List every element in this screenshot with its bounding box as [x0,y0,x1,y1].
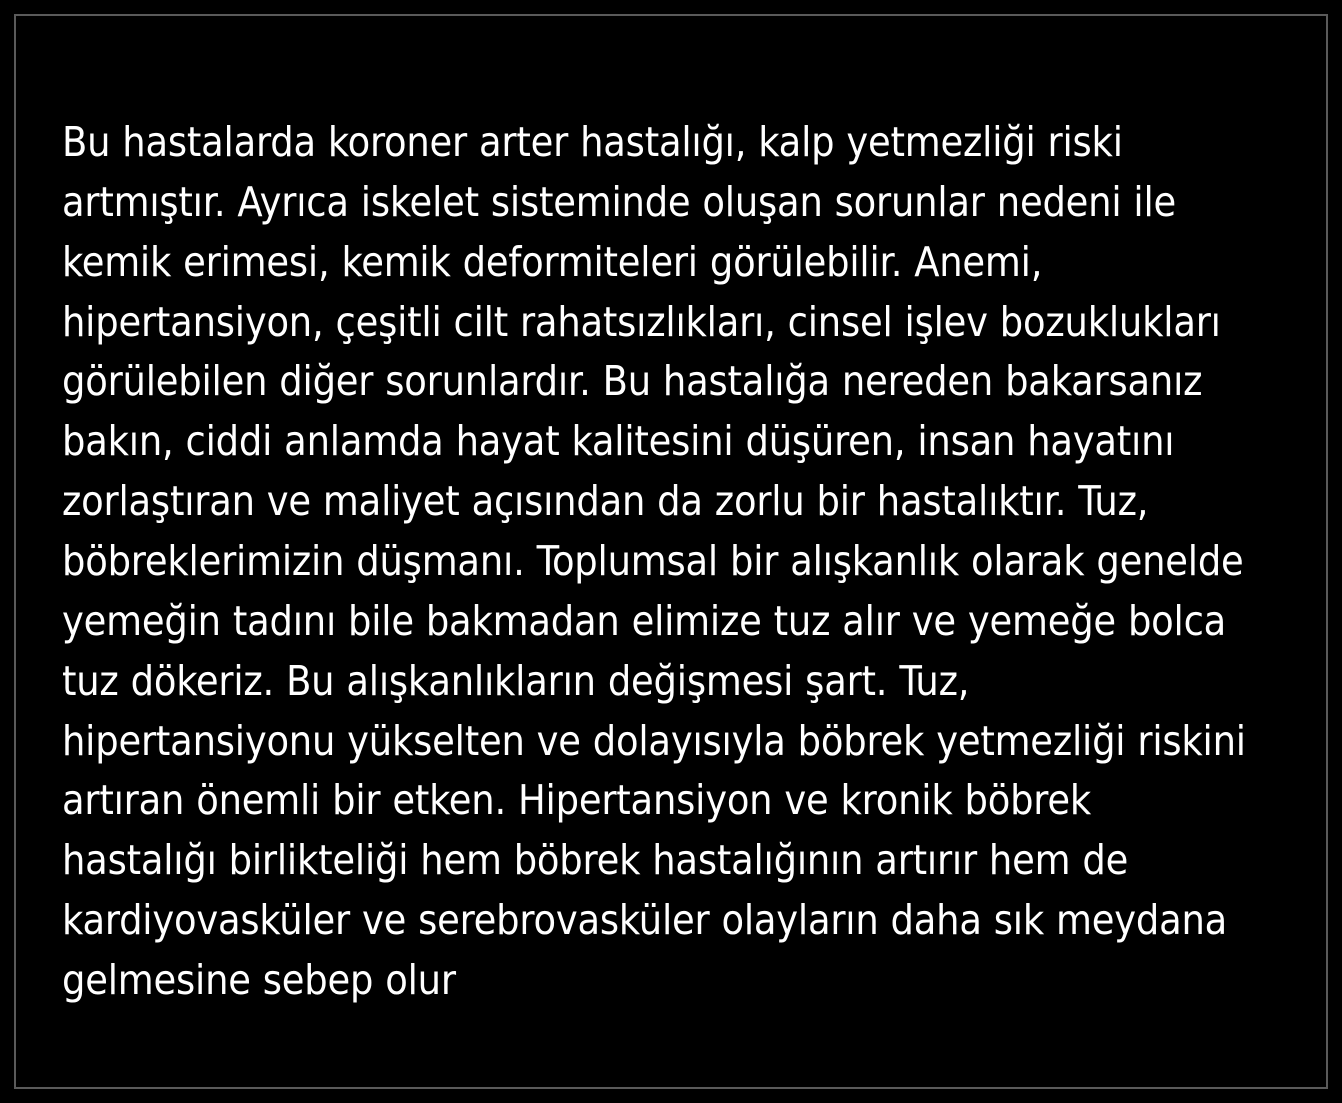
text-content-area [62,72,1258,1052]
body-paragraph: Bu hastalarda koroner arter hastalığı, kalp yetmezliği riski artmıştır. Ayrıca iskelet sisteminde oluşan sorunlar nedeni ile kemik erimesi, kemik deformiteleri görülebilir. Anemi, hipertansiyon, çeşitli cilt rahatsızlıkları, cinsel işlev bozuklukları görülebilen diğer sorunlardır. Bu hastalığa nereden bakarsanız bakın, ciddi anlamda hayat kalitesini düşüren, insan hayatını zorlaştıran ve maliyet açısından da zorlu bir hastalıktır. Tuz, böbreklerimizin düşmanı. Toplumsal bir alışkanlık olarak genelde yemeğin tadını bile bakmadan elimize tuz alır ve yemeğe bolca tuz dökeriz. Bu alışkanlıkların değişmesi şart. Tuz, hipertansiyonu yükselten ve dolayısıyla böbrek yetmezliği riskini artıran önemli bir etken. Hipertansiyon ve kronik böbrek hastalığı birlikteliği hem böbrek hastalığının artırır hem de kardiyovasküler ve serebrovasküler olayların daha sık meydana gelmesine sebep olur [62,118,1258,1005]
